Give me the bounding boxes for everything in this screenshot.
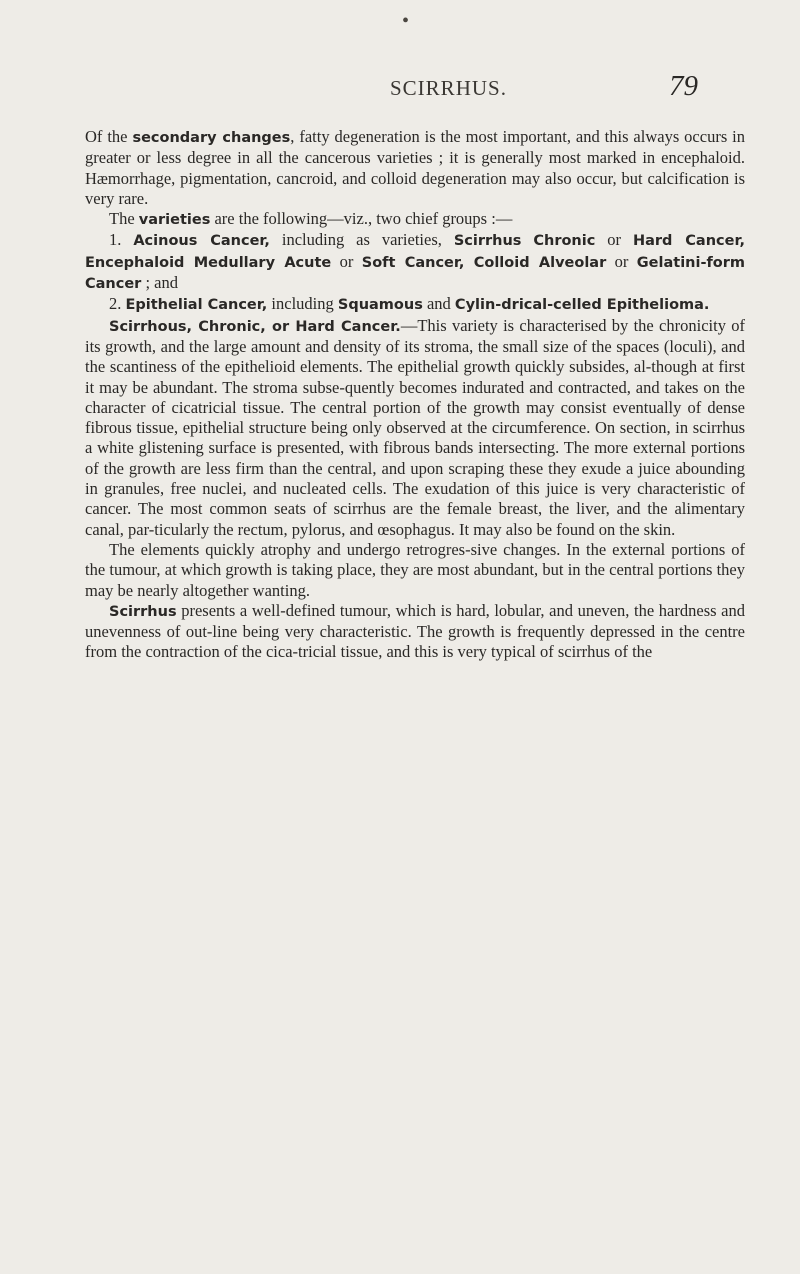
text-run: Of the: [85, 127, 133, 146]
text-run: including as varieties,: [269, 230, 454, 250]
text-run: —This variety is characterised by the chronicity of its growth, and the large amount and density of its stroma, the small size of the spaces (loculi), and the scantiness of the epithelioid elements. The epithelial growth quickly subsides, al-though at first it may be abundant. The stroma subse-quently becomes indurated and contracted, and takes on the character of cicatricial tissue. The central portion of the growth may consist eventually of dense fibrous tissue, epithelial structure being only observed at the circumference. On section, in scirrhus a white glistening surface is presented, with fibrous bands intersecting. The more external portions of the growth are less firm than the central, and upon scraping these they exude a juice abounding in granules, free nuclei, and nucleated cells. The exudation of this juice is very characteristic of cancer. The most common seats of scirrhus are the female breast, the liver, and the alimentary canal, par-ticularly the rectum, pylorus, and œsophagus. It may also be found on the skin.: [85, 315, 746, 539]
text-run: The: [109, 209, 139, 229]
text-run: [521, 230, 533, 249]
bold-term: Cylin-drical-celled Epithelioma.: [454, 297, 710, 314]
bold-term: secondary changes: [132, 130, 291, 146]
text-run: are the following—viz., two chief groups :—: [210, 209, 513, 229]
text-run: including: [267, 294, 338, 314]
page-header: [0, 70, 800, 112]
paragraph: [85, 127, 745, 209]
text-run: 2.: [109, 294, 126, 314]
paragraph: [85, 540, 745, 601]
text-run: 1.: [109, 230, 134, 250]
paragraph: [85, 316, 745, 540]
text-run: ; and: [141, 273, 179, 293]
bold-term: Hard Cancer, Encephaloid Medullary Acute: [85, 233, 745, 271]
running-title: SCIRRHUS.: [390, 76, 507, 100]
bold-term: varieties: [138, 212, 211, 229]
paragraph: [85, 209, 745, 230]
text-run: and: [422, 294, 455, 314]
bold-term: Soft Cancer, Colloid Alveolar: [361, 254, 607, 271]
bold-term: Scirrhus: [109, 603, 177, 620]
bold-term: Acinous Cancer,: [133, 233, 270, 250]
bold-term: Epithelial Cancer,: [125, 297, 268, 314]
text-run: or: [606, 251, 637, 271]
text-run: or: [595, 230, 633, 250]
body-text: [85, 127, 745, 663]
bold-term: Squamous: [337, 297, 423, 314]
page-mark: •: [402, 10, 410, 32]
text-run: , fatty degeneration is the most important, and this always occurs in greater or less degree in all the cancerous varieties ; it is generally most marked in encephaloid. Hæmorrhage, pigmentation, cancroid, and colloid degeneration may also occur, but calcification is very rare.: [85, 127, 745, 208]
bold-term: Chronic: [533, 233, 596, 250]
text-run: presents a well-defined tumour, which is hard, lobular, and uneven, the hardness and unevenness of out-line being very characteristic. The growth is frequently depressed in the centre from the contraction of the cica-tricial tissue, and this is very typical of scirrhus of the: [85, 600, 745, 662]
bold-term: Scirrhus: [453, 233, 522, 250]
text-run: The elements quickly atrophy and undergo retrogres-sive changes. In the external portions of the tumour, at which growth is taking place, they are most abundant, but in the central portions they may be nearly altogether wanting.: [85, 539, 745, 600]
bold-term: Gelatini-form Cancer: [85, 254, 745, 293]
bold-term: Scirrhous, Chronic, or Hard Cancer.: [109, 318, 401, 335]
paragraph: [85, 294, 745, 315]
paragraph: [85, 601, 745, 663]
page-number: 79: [669, 70, 698, 102]
text-run: or: [331, 251, 362, 271]
paragraph: [85, 230, 745, 294]
